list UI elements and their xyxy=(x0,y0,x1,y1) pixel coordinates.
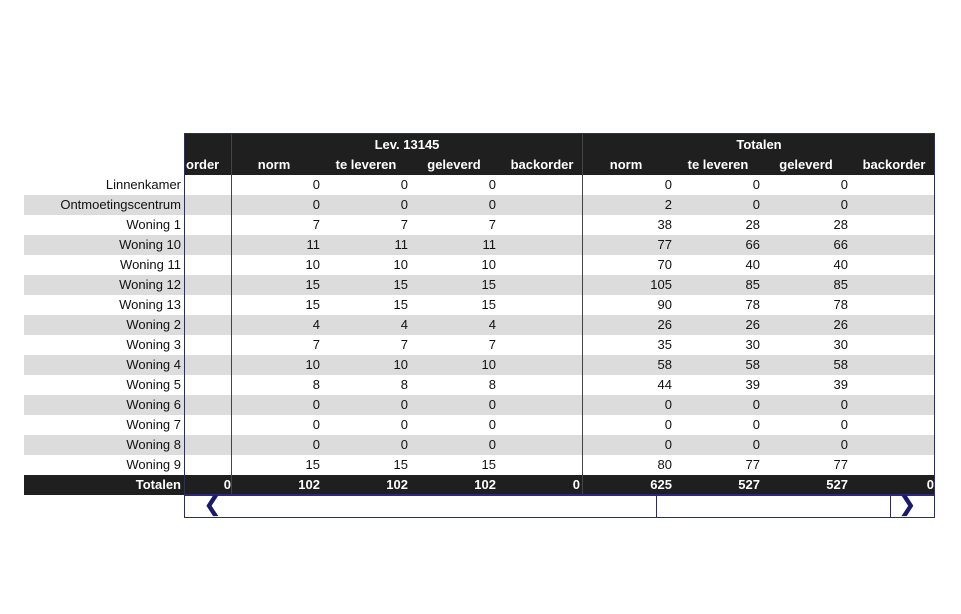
chevron-right-icon[interactable]: ❯ xyxy=(899,494,916,516)
lev-cell: 15 xyxy=(305,277,320,292)
tot-cell: 38 xyxy=(657,217,672,232)
lev-cell: 0 xyxy=(400,177,408,192)
tot-cell: 0 xyxy=(664,397,672,412)
lev-cell: 10 xyxy=(393,357,408,372)
totals-lev-cell: 102 xyxy=(386,477,408,492)
totals-tot-cell: 527 xyxy=(826,477,848,492)
row-label: Woning 1 xyxy=(126,217,181,232)
lev-cell: 15 xyxy=(305,297,320,312)
tot-cell: 77 xyxy=(833,457,848,472)
tot-cell: 28 xyxy=(745,217,760,232)
row-label: Woning 9 xyxy=(126,457,181,472)
tot-cell: 0 xyxy=(752,177,760,192)
tot-cell: 0 xyxy=(840,197,848,212)
tot-cell: 70 xyxy=(657,257,672,272)
tot-cell: 26 xyxy=(833,317,848,332)
lev-cell: 10 xyxy=(305,257,320,272)
lev-cell: 15 xyxy=(305,457,320,472)
lev-cell: 0 xyxy=(488,177,496,192)
tot-cell: 0 xyxy=(752,397,760,412)
lev-cell: 7 xyxy=(488,337,496,352)
lev-cell: 0 xyxy=(312,397,320,412)
lev-cell: 11 xyxy=(482,237,496,252)
row-label: Woning 6 xyxy=(126,397,181,412)
chevron-left-icon[interactable]: ❮ xyxy=(204,494,221,516)
tot-cell: 40 xyxy=(833,257,848,272)
totals-tot-cell: 0 xyxy=(926,477,934,492)
column-header-tot-0: norm xyxy=(609,157,643,172)
lev-cell: 0 xyxy=(488,197,496,212)
totals-lev-cell: 102 xyxy=(474,477,496,492)
tot-cell: 78 xyxy=(833,297,848,312)
totals-label: Totalen xyxy=(135,477,181,492)
lev-cell: 10 xyxy=(481,357,496,372)
tot-cell: 0 xyxy=(664,437,672,452)
lev-cell: 7 xyxy=(400,337,408,352)
column-header-tot-2: geleverd xyxy=(779,157,833,172)
totals-lev-cell: 102 xyxy=(298,477,320,492)
tot-cell: 0 xyxy=(752,437,760,452)
tot-cell: 39 xyxy=(833,377,848,392)
totals-tot-cell: 625 xyxy=(650,477,672,492)
lev-cell: 8 xyxy=(312,377,320,392)
lev-cell: 15 xyxy=(393,457,408,472)
lev-cell: 0 xyxy=(312,437,320,452)
lev-cell: 15 xyxy=(393,297,408,312)
tot-cell: 26 xyxy=(745,317,760,332)
lev-cell: 7 xyxy=(312,217,320,232)
tot-cell: 35 xyxy=(657,337,672,352)
totals-cut: 0 xyxy=(223,477,231,492)
column-header-cut: order xyxy=(186,157,220,172)
lev-cell: 7 xyxy=(488,217,496,232)
lev-cell: 7 xyxy=(400,217,408,232)
tot-cell: 30 xyxy=(833,337,848,352)
tot-cell: 0 xyxy=(752,417,760,432)
tot-cell: 66 xyxy=(745,237,760,252)
tot-cell: 44 xyxy=(657,377,672,392)
tot-cell: 77 xyxy=(745,457,760,472)
lev-cell: 0 xyxy=(400,437,408,452)
row-label: Woning 8 xyxy=(126,437,181,452)
row-label: Woning 5 xyxy=(126,377,181,392)
tot-cell: 0 xyxy=(664,417,672,432)
tot-cell: 0 xyxy=(840,417,848,432)
column-header-lev-3: backorder xyxy=(510,157,574,172)
row-label: Woning 12 xyxy=(119,277,181,292)
row-label: Ontmoetingscentrum xyxy=(60,197,181,212)
tot-cell: 0 xyxy=(664,177,672,192)
row-label: Woning 4 xyxy=(126,357,181,372)
column-header-lev-0: norm xyxy=(257,157,291,172)
group-header-totalen: Totalen xyxy=(736,137,782,152)
tot-cell: 105 xyxy=(650,277,672,292)
tot-cell: 78 xyxy=(745,297,760,312)
lev-cell: 0 xyxy=(312,177,320,192)
lev-cell: 0 xyxy=(400,397,408,412)
tot-cell: 77 xyxy=(657,237,672,252)
lev-cell: 0 xyxy=(488,437,496,452)
column-header-lev-1: te leveren xyxy=(335,157,397,172)
tot-cell: 58 xyxy=(833,357,848,372)
lev-cell: 0 xyxy=(488,417,496,432)
tot-cell: 66 xyxy=(833,237,848,252)
tot-cell: 26 xyxy=(657,317,672,332)
group-header-lev: Lev. 13145 xyxy=(374,137,440,152)
tot-cell: 85 xyxy=(745,277,760,292)
row-label: Woning 7 xyxy=(126,417,181,432)
row-label: Woning 11 xyxy=(120,257,181,272)
tot-cell: 30 xyxy=(745,337,760,352)
row-label: Woning 13 xyxy=(119,297,181,312)
table-frame xyxy=(184,133,935,495)
lev-cell: 15 xyxy=(481,297,496,312)
lev-cell: 10 xyxy=(305,357,320,372)
totals-tot-cell: 527 xyxy=(738,477,760,492)
lev-cell: 10 xyxy=(481,257,496,272)
lev-cell: 7 xyxy=(312,337,320,352)
lev-cell: 0 xyxy=(312,417,320,432)
lev-cell: 11 xyxy=(394,237,408,252)
tot-cell: 28 xyxy=(833,217,848,232)
scrollbar-thumb[interactable] xyxy=(656,495,891,518)
tot-cell: 0 xyxy=(840,437,848,452)
lev-cell: 0 xyxy=(312,197,320,212)
lev-cell: 4 xyxy=(312,317,320,332)
lev-cell: 8 xyxy=(488,377,496,392)
lev-cell: 15 xyxy=(481,457,496,472)
lev-cell: 4 xyxy=(400,317,408,332)
tot-cell: 58 xyxy=(657,357,672,372)
lev-cell: 0 xyxy=(400,197,408,212)
lev-cell: 10 xyxy=(393,257,408,272)
tot-cell: 90 xyxy=(657,297,672,312)
tot-cell: 0 xyxy=(752,197,760,212)
tot-cell: 58 xyxy=(745,357,760,372)
row-label: Linnenkamer xyxy=(105,177,181,192)
tot-cell: 2 xyxy=(664,197,672,212)
tot-cell: 40 xyxy=(745,257,760,272)
lev-cell: 15 xyxy=(393,277,408,292)
tot-cell: 0 xyxy=(840,397,848,412)
row-label: Woning 2 xyxy=(126,317,181,332)
tot-cell: 0 xyxy=(840,177,848,192)
lev-cell: 4 xyxy=(488,317,496,332)
row-label: Woning 10 xyxy=(119,237,181,252)
lev-cell: 8 xyxy=(400,377,408,392)
lev-cell: 0 xyxy=(400,417,408,432)
lev-cell: 0 xyxy=(488,397,496,412)
tot-cell: 85 xyxy=(833,277,848,292)
row-label: Woning 3 xyxy=(126,337,181,352)
lev-cell: 11 xyxy=(306,237,320,252)
totals-lev-cell: 0 xyxy=(572,477,580,492)
lev-cell: 15 xyxy=(481,277,496,292)
tot-cell: 80 xyxy=(657,457,672,472)
column-header-tot-1: te leveren xyxy=(687,157,749,172)
column-header-lev-2: geleverd xyxy=(427,157,481,172)
column-header-tot-3: backorder xyxy=(862,157,926,172)
tot-cell: 39 xyxy=(745,377,760,392)
